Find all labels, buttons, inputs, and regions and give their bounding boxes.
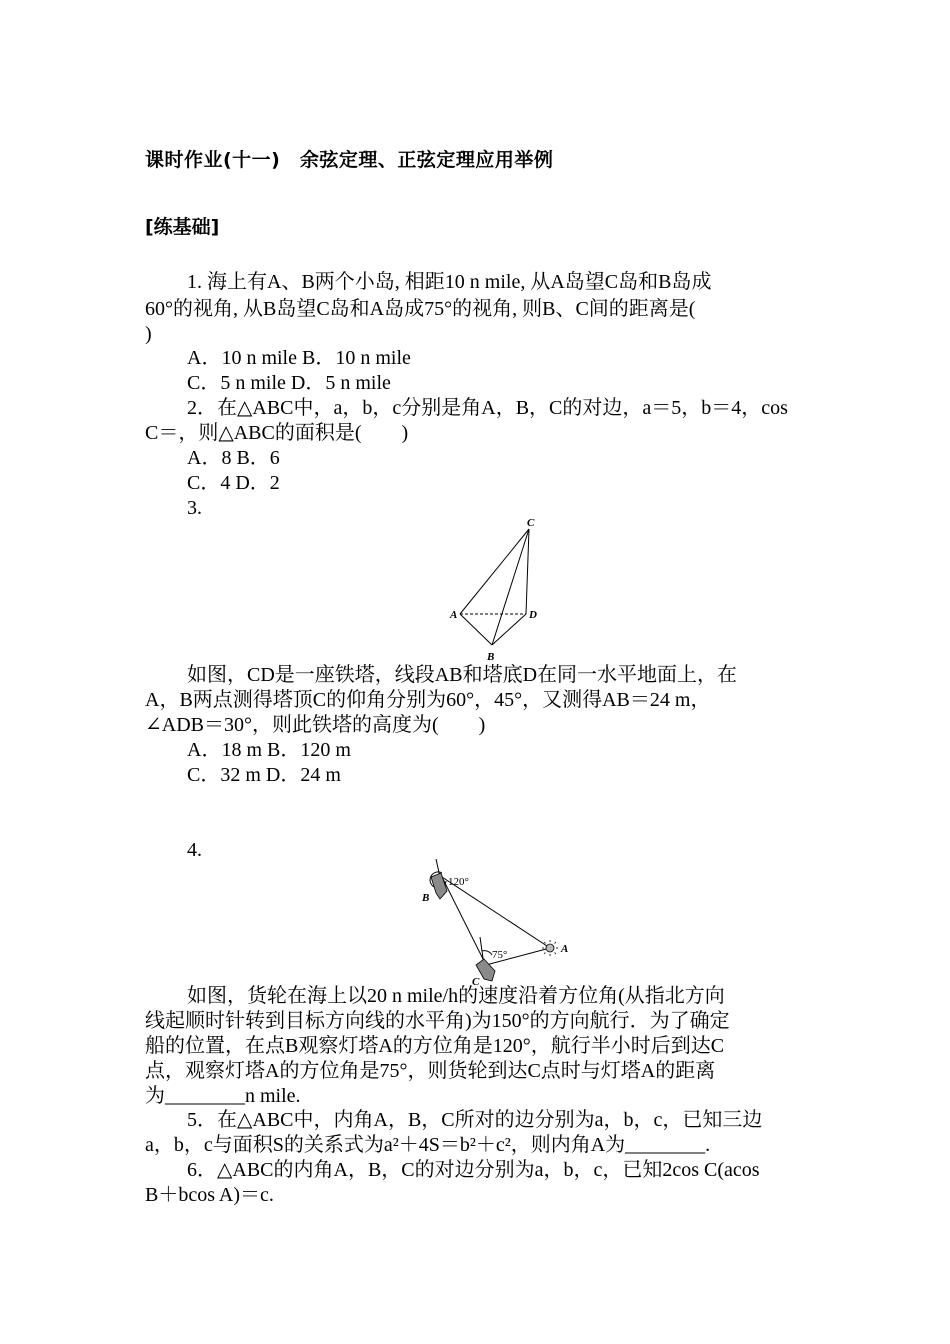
- q2-options-cd: C．4 D．2: [187, 472, 280, 494]
- q5-line-1: 5．在△ABC中，内角A，B，C所对的边分别为a，b，c，已知三边: [187, 1109, 763, 1131]
- q4-number: 4.: [187, 839, 202, 861]
- q2-options-ab: A．8 B．6: [187, 447, 280, 469]
- angle-arc-c: [482, 951, 492, 955]
- line-bc: [442, 877, 486, 965]
- label-b: B: [487, 651, 495, 663]
- q3-line-1: 如图，CD是一座铁塔，线段AB和塔底D在同一水平地面上，在: [187, 664, 738, 686]
- q2-line-2: C＝，则△ABC的面积是( ): [145, 422, 409, 444]
- q3-number: 3.: [187, 497, 202, 519]
- ship-icon-b: [431, 873, 447, 899]
- q4-line-4: 点，观察灯塔A的方位角是75°，则货轮到达C点时与灯塔A的距离: [145, 1060, 716, 1082]
- segment-ca: [460, 529, 529, 614]
- q1-line-2: 60°的视角, 从B岛望C岛和A岛成75°的视角, 则B、C间的距离是(: [145, 298, 696, 320]
- q1-line-1: 1. 海上有A、B两个小岛, 相距10 n mile, 从A岛望C岛和B岛成: [187, 271, 712, 293]
- segment-cd: [526, 529, 529, 614]
- q3-options-cd: C．32 m D．24 m: [187, 764, 341, 786]
- label-d: D: [529, 609, 537, 621]
- q3-line-3: ∠ADB＝30°，则此铁塔的高度为( ): [145, 714, 486, 736]
- label-b: B: [422, 892, 430, 904]
- q4-line-5: 为________n mile.: [145, 1085, 301, 1107]
- q2-line-1: 2．在△ABC中，a，b，c分别是角A，B，C的对边，a＝5，b＝4，cos: [187, 397, 788, 419]
- label-a: A: [450, 609, 458, 621]
- lighthouse-icon: [542, 940, 558, 956]
- q5-line-2: a，b，c与面积S的关系式为a²＋4S＝b²＋c²，则内角A为________.: [145, 1134, 711, 1156]
- q4-line-3: 船的位置，在点B观察灯塔A的方位角是120°，航行半小时后到达C: [145, 1035, 725, 1057]
- q6-line-1: 6．△ABC的内角A，B，C的对边分别为a，b，c，已知2cos C(acos: [187, 1159, 760, 1181]
- ship-lighthouse-figure: [420, 855, 580, 990]
- angle-label-120: 120°: [448, 876, 469, 888]
- q1-options-ab: A．10 n mile B．10 n mile: [187, 347, 411, 369]
- q1-options-cd: C．5 n mile D．5 n mile: [187, 372, 391, 394]
- angle-label-75: 75°: [492, 949, 508, 961]
- q1-line-3: ): [145, 323, 152, 345]
- q3-line-2: A，B两点测得塔顶C的仰角分别为60°，45°，又测得AB＝24 m，: [145, 689, 711, 711]
- q6-line-2: B＋bcos A)＝c.: [145, 1184, 274, 1206]
- q4-line-2: 线起顺时针转到目标方向线的水平角)为150°的方向航行．为了确定: [145, 1010, 730, 1032]
- page-title: 课时作业(十一) 余弦定理、正弦定理应用举例: [145, 149, 554, 171]
- q3-options-ab: A．18 m B．120 m: [187, 739, 351, 761]
- segment-ab: [460, 614, 492, 645]
- label-c: C: [527, 517, 535, 529]
- section-heading: [练基础]: [145, 216, 220, 238]
- label-a: A: [561, 943, 569, 955]
- label-c: C: [472, 976, 480, 988]
- q4-line-1: 如图，货轮在海上以20 n mile/h的速度沿着方位角(从指北方向: [187, 985, 725, 1007]
- tower-figure: [450, 515, 550, 665]
